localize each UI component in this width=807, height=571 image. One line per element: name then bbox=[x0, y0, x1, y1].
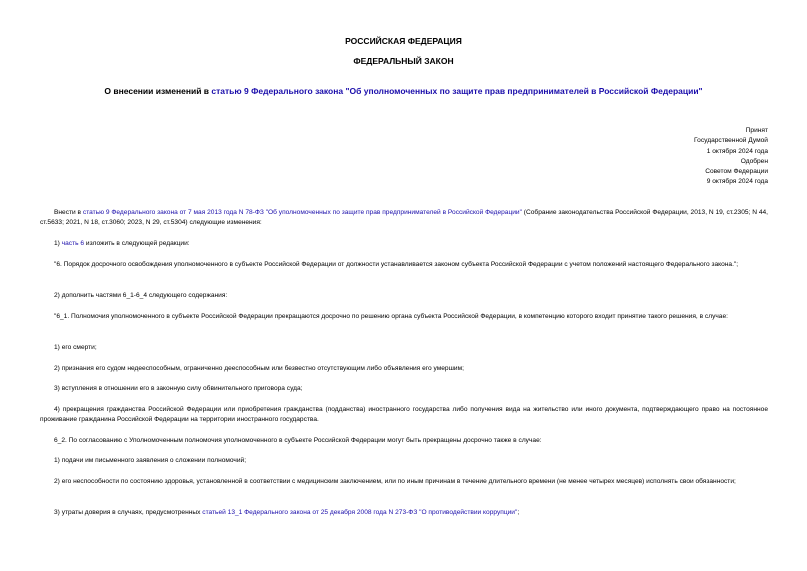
adoption-line-3: 1 октября 2024 года bbox=[706, 147, 768, 155]
sub-case-3 bbox=[40, 508, 768, 518]
sub-case-2: 2) его неспособности по состоянию здоровья, установленной в соответствии с медицинским заключением, или по иным причинам в течение длительного времени (не менее четырех месяцев) исполнять свои обязанности; bbox=[54, 478, 736, 485]
adoption-line-4: Одобрен bbox=[740, 157, 768, 165]
country-heading: РОССИЙСКАЯ ФЕДЕРАЦИЯ bbox=[345, 36, 462, 46]
document-type-heading: ФЕДЕРАЛЬНЫЙ ЗАКОН bbox=[353, 56, 454, 66]
anti-corruption-law-link[interactable]: статьей 13_1 Федерального закона от 25 декабря 2008 года N 273-ФЗ "О противодействии коррупции" bbox=[202, 509, 518, 516]
law-title bbox=[40, 86, 767, 97]
quote-part-6-1: "6_1. Полномочия уполномоченного в субъекте Российской Федерации прекращаются досрочно по решению органа субъекта Российской Федерации, в компетенцию которого входит принятие такого решения, в случае: bbox=[54, 313, 728, 320]
intro-law-link[interactable]: статью 9 Федерального закона от 7 мая 2013 года N 78-ФЗ "Об уполномоченных по защите прав предпринимателей в Российской Федерации" bbox=[82, 209, 522, 216]
paragraph-6-2: 6_2. По согласованию с Уполномоченным полномочия уполномоченного в субъекте Российской Федерации могут быть прекращены досрочно также в случае: bbox=[54, 437, 542, 444]
law-title-prefix: О внесении изменений в bbox=[104, 86, 212, 96]
intro-paragraph bbox=[40, 208, 768, 228]
quote-part-6: "6. Порядок досрочного освобождения уполномоченного в субъекте Российской Федерации от должности устанавливается законом субъекта Российской Федерации с учетом положений настоящего Федерального закона."; bbox=[54, 261, 739, 268]
case-3: 3) вступления в отношении его в законную силу обвинительного приговора суда; bbox=[54, 385, 303, 392]
case-2: 2) признания его судом недееспособным, ограниченно дееспособным или безвестно отсутствующим либо объявления его умершим; bbox=[54, 365, 464, 372]
item-1-suffix: изложить в следующей редакции: bbox=[84, 240, 190, 247]
intro-suffix: (Собрание законодательства Российской Федерации, 2013, N 19, ст.2305; N 44, ст.5633; 2021, N 18, ст.3060; 2023, N 29, ст.5304) следующие изменения: bbox=[40, 209, 768, 226]
adoption-line-5: Советом Федерации bbox=[705, 168, 768, 176]
adoption-block bbox=[694, 126, 768, 188]
case-1: 1) его смерти; bbox=[54, 344, 97, 351]
item-1-prefix: 1) bbox=[54, 240, 62, 247]
intro-prefix: Внести в bbox=[54, 209, 83, 216]
item-1-paragraph bbox=[40, 239, 768, 249]
law-title-link[interactable]: статью 9 Федерального закона "Об уполномоченных по защите прав предпринимателей в Российской Федерации" bbox=[211, 86, 703, 96]
case-4: 4) прекращения гражданства Российской Федерации или приобретения гражданства (подданства) иностранного государства либо получения вида на жительство или иного документа, подтверждающего право на постоянное проживание гражданина Российской Федерации на территории иностранного государства. bbox=[40, 406, 768, 423]
item-2-paragraph: 2) дополнить частями 6_1-6_4 следующего содержания: bbox=[54, 292, 228, 299]
sub-case-3-suffix: ; bbox=[517, 509, 520, 516]
sub-case-3-prefix: 3) утраты доверия в случаях, предусмотренных bbox=[54, 509, 203, 516]
adoption-line-6: 9 октября 2024 года bbox=[706, 178, 768, 186]
adoption-line-2: Государственной Думой bbox=[694, 137, 768, 145]
sub-case-1: 1) подачи им письменного заявления о сложении полномочий; bbox=[54, 457, 247, 464]
adoption-line-1: Принят bbox=[745, 127, 768, 134]
part-6-link[interactable]: часть 6 bbox=[61, 240, 85, 247]
